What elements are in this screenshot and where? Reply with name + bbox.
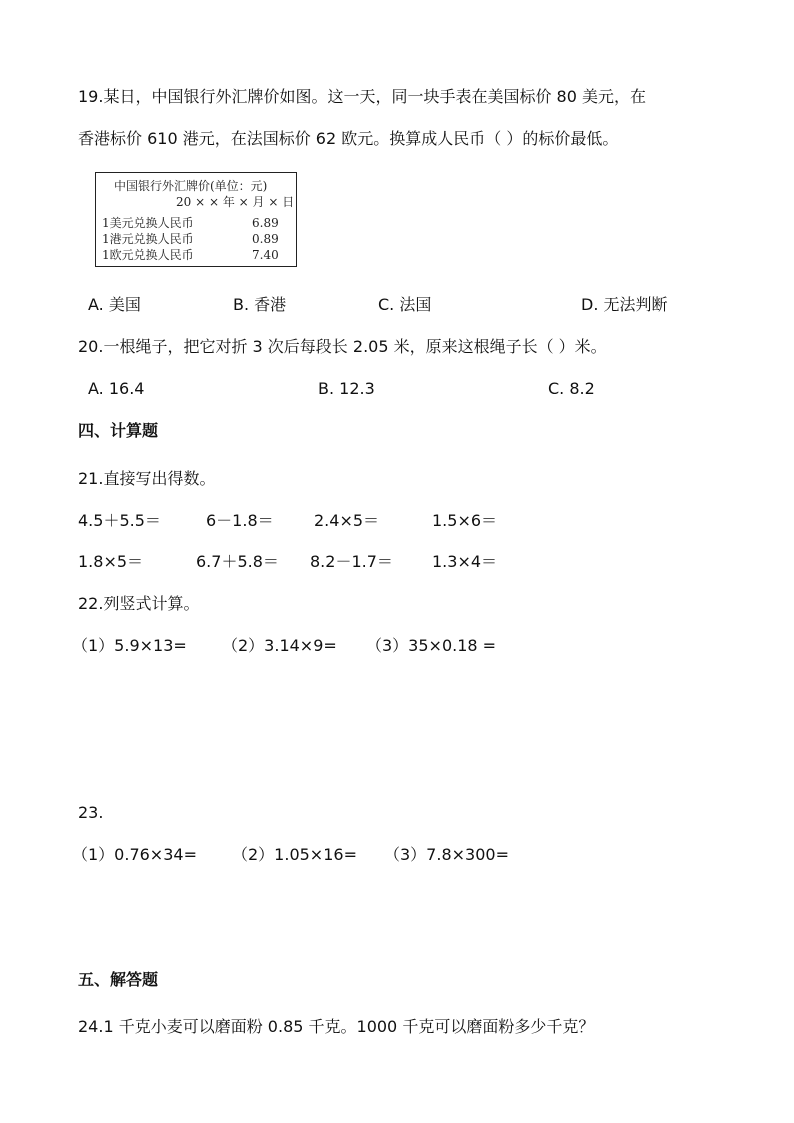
- q22-item-1: （1）5.9×13=: [72, 636, 187, 655]
- q21-item: 4.5＋5.5＝: [78, 511, 161, 530]
- q19-option-c[interactable]: C. 法国: [378, 295, 432, 314]
- q21-item: 2.4×5＝: [314, 511, 380, 530]
- q21-item: 1.8×5＝: [78, 552, 144, 571]
- section-5-heading: 五、解答题: [78, 970, 159, 989]
- rate-row-label: 1欧元兑换人民币: [102, 248, 194, 262]
- q19-option-a[interactable]: A. 美国: [88, 295, 141, 314]
- q23-text: 23.: [78, 803, 104, 822]
- rate-row-value: 7.40: [252, 248, 279, 262]
- q23-item-3: （3）7.8×300=: [384, 845, 509, 864]
- q20-text: 20.一根绳子，把它对折 3 次后每段长 2.05 米，原来这根绳子长（ ）米。: [78, 337, 607, 356]
- q20-option-c[interactable]: C. 8.2: [548, 379, 595, 398]
- q23-item-1: （1）0.76×34=: [72, 845, 197, 864]
- exchange-rate-title: 中国银行外汇牌价(单位：元): [114, 179, 268, 193]
- q19-text-line1: 19.某日，中国银行外汇牌价如图。这一天，同一块手表在美国标价 80 美元，在: [78, 87, 646, 106]
- q20-option-a[interactable]: A. 16.4: [88, 379, 145, 398]
- q19-option-d[interactable]: D. 无法判断: [581, 295, 668, 314]
- rate-row-label: 1港元兑换人民币: [102, 232, 194, 246]
- rate-row-value: 6.89: [252, 216, 279, 230]
- q21-item: 1.3×4＝: [432, 552, 498, 571]
- q22-item-2: （2）3.14×9=: [222, 636, 337, 655]
- q23-item-2: （2）1.05×16=: [232, 845, 357, 864]
- q19-option-b[interactable]: B. 香港: [233, 295, 287, 314]
- exchange-rate-table: [95, 172, 297, 267]
- q21-item: 6.7＋5.8＝: [196, 552, 279, 571]
- q21-item: 1.5×6＝: [432, 511, 498, 530]
- section-4-heading: 四、计算题: [78, 421, 159, 440]
- rate-row-value: 0.89: [252, 232, 279, 246]
- q19-text-line2: 香港标价 610 港元，在法国标价 62 欧元。换算成人民币（ ）的标价最低。: [78, 129, 619, 148]
- q22-item-3: （3）35×0.18 =: [366, 636, 497, 655]
- q21-item: 6－1.8＝: [206, 511, 274, 530]
- q21-text: 21.直接写出得数。: [78, 469, 216, 488]
- q20-option-b[interactable]: B. 12.3: [318, 379, 375, 398]
- q24-text: 24.1 千克小麦可以磨面粉 0.85 千克。1000 千克可以磨面粉多少千克？: [78, 1017, 595, 1036]
- q22-text: 22.列竖式计算。: [78, 594, 200, 613]
- rate-row-label: 1美元兑换人民币: [102, 216, 194, 230]
- q21-item: 8.2－1.7＝: [310, 552, 393, 571]
- exchange-rate-date: 20 × × 年 × 月 × 日: [176, 195, 295, 209]
